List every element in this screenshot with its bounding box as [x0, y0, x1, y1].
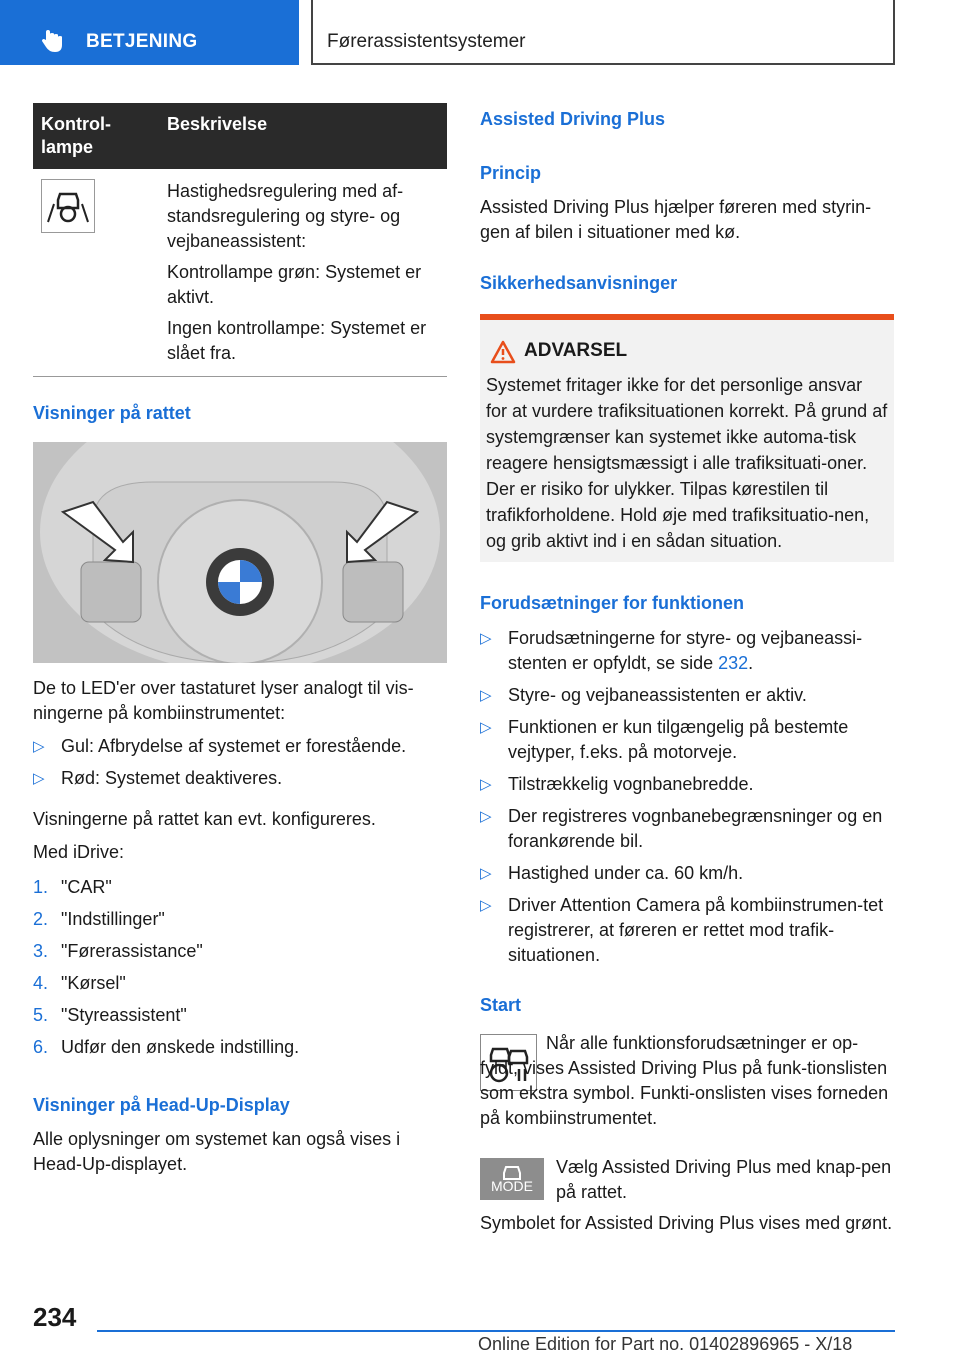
- indicator-table: [33, 103, 447, 377]
- heading-start: Start: [480, 995, 522, 1015]
- heading-safety: Sikkerhedsanvisninger: [480, 273, 678, 293]
- footer-rule: [97, 1330, 895, 1332]
- heading-principle: Princip: [480, 163, 542, 183]
- list-item: ▷ Gul: Afbrydelse af systemet er forestående.: [33, 736, 407, 756]
- start-paragraph-3: Symbolet for Assisted Driving Plus vises med grønt.: [480, 1213, 893, 1233]
- step-item: 3. "Førerassistance": [33, 941, 203, 961]
- list-item: ▷ Forudsætningerne for styre- og vejbaneassi-stenten er opfyldt, se side 232.: [480, 628, 863, 673]
- table-desc-1: Hastighedsregulering med af-standsregulering og styre- og vejbaneassistent:: [167, 181, 404, 251]
- warning-text: Systemet fritager ikke for det personlige ansvar for at vurdere trafiksituationen korrekt. På grund af systemgrænser kan systemet ikke automa-tisk reagere hensigtsmæssigt i alle trafiksituati-oner. Der er risiko for ulykker. Tilpas kørestilen til trafikforholdene. Hold øje med trafiksituatio-nen, og grib aktivt ind i en sådan situation.: [486, 375, 888, 551]
- table-header-description: Beskrivelse: [159, 103, 447, 169]
- heading-wheel: Visninger på rattet: [33, 403, 191, 423]
- page-number: 234: [33, 1302, 77, 1332]
- principle-paragraph: Assisted Driving Plus hjælper føreren med styrin-gen af bilen i situationer med kø.: [480, 197, 872, 242]
- list-item: ▷ Funktionen er kun tilgængelig på bestemte vejtyper, f.eks. på motorveje.: [480, 717, 849, 762]
- start-paragraph-2: Vælg Assisted Driving Plus med knap-pen på rattet.: [556, 1157, 892, 1202]
- heading-assisted-driving: Assisted Driving Plus: [480, 109, 666, 129]
- section-tab: [0, 0, 299, 65]
- table-desc-3: Ingen kontrollampe: Systemet er slået fra.: [167, 318, 427, 363]
- list-item: ▷ Styre- og vejbaneassistenten er aktiv.: [480, 685, 807, 705]
- step-item: 1. "CAR": [33, 877, 112, 897]
- configure-paragraph: Visningerne på rattet kan evt. konfigureres.: [33, 809, 376, 829]
- mode-button-icon: [480, 1158, 544, 1200]
- hand-pointer-icon: [40, 28, 66, 54]
- step-item: 4. "Kørsel": [33, 973, 126, 993]
- hud-paragraph: Alle oplysninger om systemet kan også vises i Head-Up-displayet.: [33, 1129, 401, 1174]
- page-link[interactable]: 232: [718, 653, 749, 673]
- list-item: ▷ Hastighed under ca. 60 km/h.: [480, 863, 744, 883]
- list-item: ▷ Driver Attention Camera på kombiinstrumen-tet registrerer, at føreren er rettet mod trafik-situationen.: [480, 895, 884, 965]
- mode-label: MODE: [491, 1178, 533, 1194]
- list-item: ▷ Tilstrækkelig vognbanebredde.: [480, 774, 754, 794]
- step-item: 2. "Indstillinger": [33, 909, 165, 929]
- steering-assist-lamp-icon: [41, 179, 95, 233]
- heading-requirements: Forudsætninger for funktionen: [480, 593, 744, 613]
- edition-text: Online Edition for Part no. 01402896965 - X/18: [478, 1334, 853, 1354]
- heading-hud: Visninger på Head-Up-Display: [33, 1095, 290, 1115]
- chapter-header: [311, 0, 895, 65]
- section-label: BETJENING: [86, 31, 198, 52]
- step-item: 6. Udfør den ønskede indstilling.: [33, 1037, 300, 1057]
- table-desc-2: Kontrollampe grøn: Systemet er aktivt.: [167, 262, 422, 307]
- warning-triangle-icon: [490, 340, 516, 364]
- list-item: ▷ Der registreres vognbanebegrænsninger og en forankørende bil.: [480, 806, 883, 851]
- idrive-label: Med iDrive:: [33, 842, 125, 862]
- chapter-title: Førerassistentsystemer: [327, 31, 526, 52]
- table-header-lamp: Kontrol- lampe: [33, 103, 159, 169]
- list-item: ▷ Rød: Systemet deaktiveres.: [33, 768, 283, 788]
- steering-wheel-image: [33, 442, 447, 663]
- warning-title: ADVARSEL: [524, 340, 628, 361]
- step-item: 5. "Styreassistent": [33, 1005, 187, 1025]
- start-paragraph: Når alle funktionsforudsætninger er op-fyldt, vises Assisted Driving Plus på funk-tionslisten som ekstra symbol. Funkti-onslisten vises forneden på kombiinstrumentet.: [480, 1033, 889, 1128]
- wheel-paragraph: De to LED'er over tastaturet lyser analogt til vis-ningerne på kombiinstrumentet:: [33, 678, 414, 723]
- warning-box: [480, 314, 894, 562]
